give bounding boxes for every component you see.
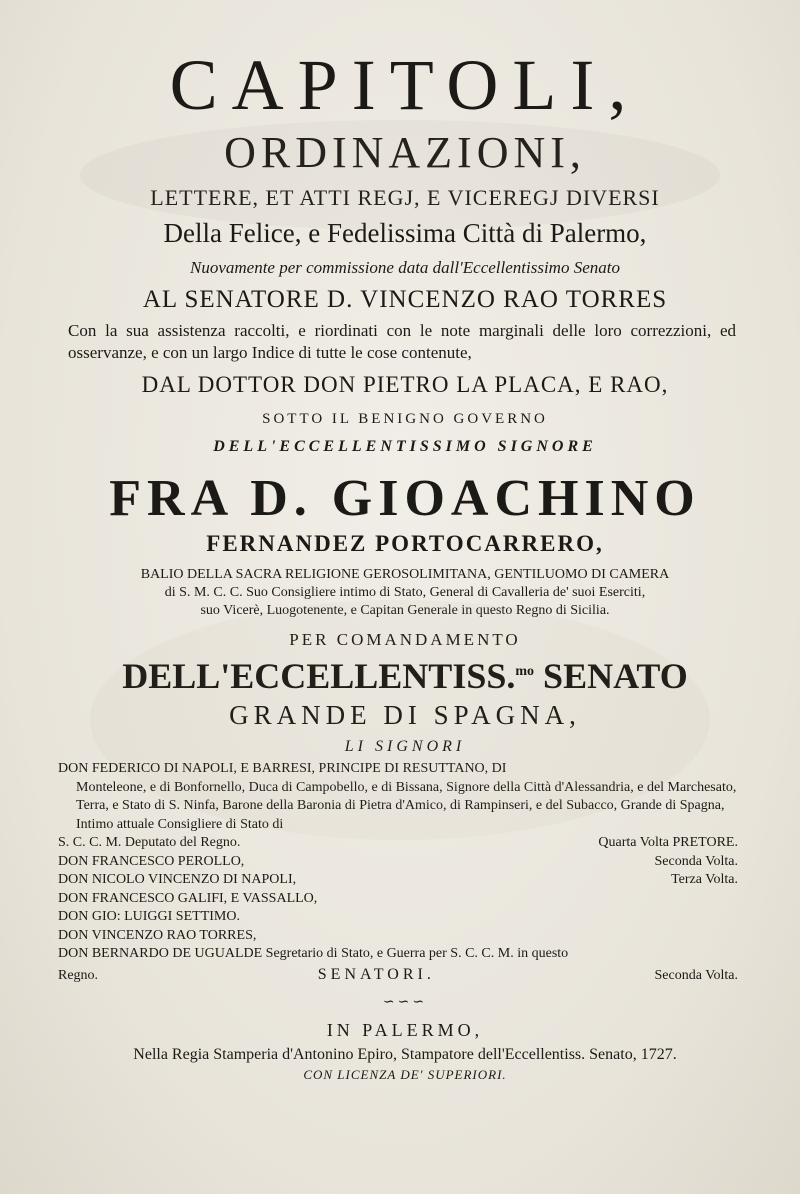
senator-role: Seconda Volta.: [654, 853, 738, 869]
senator-name: DON VINCENZO RAO TORRES,: [58, 927, 257, 943]
compilation-note: Con la sua assistenza raccolti, e riordinati con le note marginali delle loro correzzioni, ed osservanze, e con un largo Indice di tutte le cose contenute,: [68, 321, 736, 362]
viceroy-titles: [60, 566, 750, 620]
senator-name: DON FRANCESCO PEROLLO,: [58, 853, 245, 869]
senator-row: [58, 871, 738, 890]
senator-row: [58, 908, 738, 927]
senator-first-l1: DON FEDERICO DI NAPOLI, E BARRESI, PRINCIPE DI RESUTTANO, DI: [58, 761, 507, 776]
commission-line: Nuovamente per commissione data dall'Eccellentissimo Senato: [190, 258, 620, 277]
viceroy-surname: FERNANDEZ PORTOCARRERO,: [206, 531, 604, 556]
government-line: SOTTO IL BENIGNO GOVERNO: [262, 411, 548, 427]
senator-first-l2: Monteleone, e di Bonfornello, Duca di Campobello, e di Bissana, Signore della Città d'Alessandria, e del Marchesato, Terra, e Stato di S. Ninfa, Barone della Baronia di Pietra d'Amico, di Rampinseri, e del Subacco, Grande di Spagna, Intimo attuale Consigliere di Stato di: [76, 779, 737, 832]
ornament: ∽∽∽: [382, 994, 428, 1010]
senate-heading: [50, 654, 760, 698]
imprint-license: CON LICENZA DE' SUPERIORI.: [303, 1066, 507, 1082]
senator-line: AL SENATORE D. VINCENZO RAO TORRES: [142, 286, 668, 313]
senator-last-row: [58, 964, 738, 986]
senator-last-l2: Regno.: [58, 967, 99, 983]
senate-heading-end: SENATO: [543, 656, 688, 696]
senatori-label: SENATORI.: [317, 965, 435, 983]
senator-row: [58, 927, 738, 946]
subtitle-lettere: LETTERE, ET ATTI REGJ, E VICEREGJ DIVERSI: [150, 185, 660, 210]
senator-row: [58, 890, 738, 909]
grandee-line: GRANDE DI SPAGNA,: [229, 700, 581, 730]
senate-heading-sup: mo: [515, 664, 535, 679]
viceroy-titles-line: di S. M. C. C. Suo Consigliere intimo di Stato, General di Cavalleria de' suoi Eserciti,: [164, 585, 646, 600]
senator-name: DON GIO: LUIGGI SETTIMO.: [58, 909, 240, 924]
main-title: CAPITOLI,: [169, 45, 641, 125]
senators-list: [58, 760, 738, 986]
senate-heading-main: DELL'ECCELLENTISS.: [122, 656, 516, 696]
command-line: PER COMANDAMENTO: [289, 630, 521, 649]
senator-first-l3: S. C. C. M. Deputato del Regno.: [58, 835, 241, 850]
imprint-place: IN PALERMO,: [326, 1019, 484, 1040]
viceroy-titles-line: BALIO DELLA SACRA RELIGIONE GEROSOLIMITANA, GENTILUOMO DI CAMERA: [140, 567, 670, 582]
senator-last-role: Seconda Volta.: [654, 967, 738, 983]
senator-role: Terza Volta.: [671, 872, 738, 887]
senator-name: DON NICOLO VINCENZO DI NAPOLI,: [58, 872, 297, 887]
subtitle-ordinazioni: ORDINAZIONI,: [224, 128, 586, 177]
viceroy-name: FRA D. GIOACHINO: [109, 470, 701, 527]
senator-last-l1: DON BERNARDO DE UGUALDE Segretario di Stato, e Guerra per S. C. C. M. in questo: [58, 946, 569, 961]
subtitle-citta: Della Felice, e Fedelissima Città di Palermo,: [163, 218, 647, 248]
author-line: DAL DOTTOR DON PIETRO LA PLACA, E RAO,: [141, 372, 669, 397]
senator-first-l3-row: [58, 834, 738, 853]
senator-name: DON FRANCESCO GALIFI, E VASSALLO,: [58, 890, 318, 906]
li-signori: LI SIGNORI: [344, 738, 466, 755]
senator-row: [58, 853, 738, 872]
senator-first-role: Quarta Volta PRETORE.: [598, 835, 738, 850]
imprint-printer: Nella Regia Stamperia d'Antonino Epiro, Stampatore dell'Eccellentiss. Senato, 1727.: [133, 1045, 677, 1063]
viceroy-titles-line: suo Vicerè, Luogotenente, e Capitan Generale in questo Regno di Sicilia.: [200, 603, 610, 618]
excellency-line: DELL'ECCELLENTISSIMO SIGNORE: [213, 438, 597, 455]
